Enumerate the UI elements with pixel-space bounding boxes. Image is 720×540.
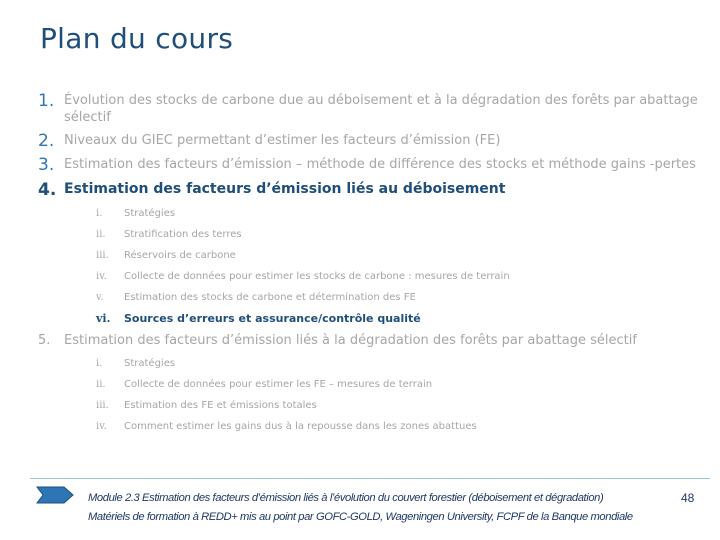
sub-item-text: Estimation des FE et émissions totales — [124, 400, 317, 411]
sub-item-number: ii. — [96, 229, 106, 240]
sub-item-text: Réservoirs de carbone — [124, 250, 236, 261]
sub-item-text: Stratification des terres — [124, 229, 242, 240]
sub-item — [96, 287, 698, 308]
sub-item — [96, 374, 698, 395]
sub-item — [96, 395, 698, 416]
sub-item-number: i. — [96, 358, 103, 369]
course-outline — [38, 92, 698, 437]
page-title: Plan du cours — [40, 22, 234, 55]
footer-module-line: Module 2.3 Estimation des facteurs d’émission liés à l’évolution du couvert forestier (déboisement et dégradation) — [88, 492, 604, 504]
sub-item-text: Collecte de données pour estimer les stocks de carbone : mesures de terrain — [124, 271, 510, 282]
item-text: Estimation des facteurs d’émission – méthode de différence des stocks et méthode gains -pertes — [64, 157, 696, 172]
sub-item-number: iv. — [96, 271, 107, 282]
item-number: 1. — [38, 91, 55, 111]
item-number: 4. — [38, 180, 57, 200]
sub-item — [96, 416, 698, 437]
outline-item-3 — [38, 156, 698, 174]
item-number: 5. — [38, 333, 51, 348]
sub-item-text: Estimation des stocks de carbone et détermination des FE — [124, 292, 416, 303]
sub-item-text: Stratégies — [124, 208, 176, 219]
outline-item-5 — [38, 332, 698, 349]
sub-item — [96, 203, 698, 224]
sub-item-number: v. — [96, 292, 104, 303]
chevron-arrow-icon — [36, 486, 74, 504]
item-text: Évolution des stocks de carbone due au déboisement et à la dégradation des forêts par abattage sélectif — [64, 93, 698, 125]
sub-item-number: iii. — [96, 400, 109, 411]
sub-item-number: ii. — [96, 379, 106, 390]
sub-item — [96, 353, 698, 374]
sub-item — [96, 266, 698, 287]
sub-item — [96, 224, 698, 245]
outline-item-2 — [38, 132, 698, 150]
sub-item-text: Sources d’erreurs et assurance/contrôle qualité — [124, 312, 421, 325]
sub-item-number: iii. — [96, 250, 109, 261]
sub-item-number: vi. — [96, 312, 111, 325]
item-text: Estimation des facteurs d’émission liés au déboisement — [64, 181, 506, 197]
sub-item — [96, 245, 698, 266]
item-text: Estimation des facteurs d’émission liés à la dégradation des forêts par abattage sélectif — [64, 333, 637, 348]
item-text: Niveaux du GIEC permettant d’estimer les facteurs d’émission (FE) — [64, 133, 501, 148]
sub-item-text: Comment estimer les gains dus à la repousse dans les zones abattues — [124, 421, 477, 432]
sub-item-number: i. — [96, 208, 103, 219]
outline-item-1 — [38, 92, 698, 126]
outline-item-4 — [38, 181, 698, 199]
footer-materials-line: Matériels de formation à REDD+ mis au point par GOFC-GOLD, Wageningen University, FCPF de la Banque mondiale — [88, 511, 633, 523]
footer-credits — [88, 489, 688, 527]
footer-divider — [30, 478, 710, 479]
sub-item-text: Stratégies — [124, 358, 176, 369]
sub-item-number: iv. — [96, 421, 107, 432]
page-number: 48 — [681, 491, 695, 505]
item-number: 3. — [38, 155, 55, 175]
sub-item-current — [96, 308, 698, 329]
item-number: 2. — [38, 131, 55, 151]
sub-list-5 — [96, 353, 698, 437]
sub-list-4 — [96, 203, 698, 329]
sub-item-text: Collecte de données pour estimer les FE – mesures de terrain — [124, 379, 433, 390]
